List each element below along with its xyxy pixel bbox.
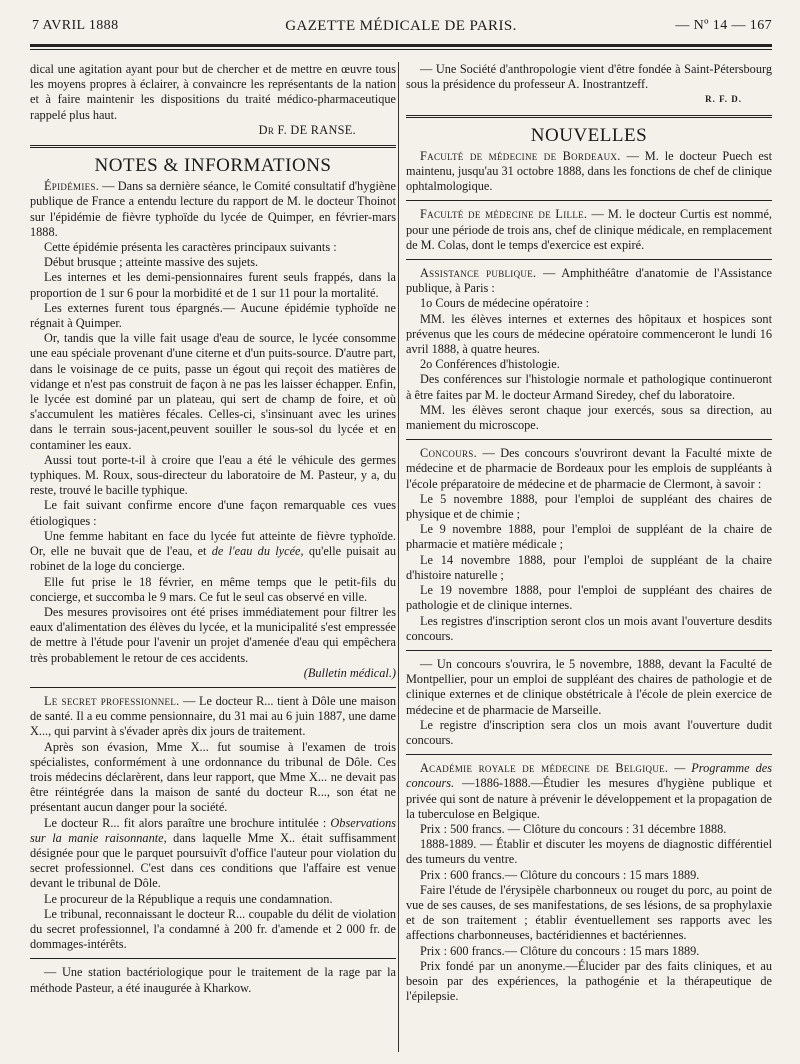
- left-column: [30, 62, 396, 996]
- paragraph: 1o Cours de médecine opératoire :: [420, 296, 590, 311]
- intro-signature: Dr F. DE RANSE.: [258, 122, 356, 137]
- anthro-paragraph: — Une Société d'anthropologie vient d'être fondée à Saint-Pétersbourg sous la présidence du professeur A. Inostrantzeff.: [406, 62, 772, 92]
- station-paragraph: — Une station bactériologique pour le traitement de la rage par la méthode Pasteur, a été inaugurée à Kharkow.: [30, 965, 396, 995]
- paragraph: Le registre d'inscription sera clos un mois avant l'ouverture dudit concours.: [406, 717, 772, 747]
- paragraph: Le 14 novembre 1888, pour l'emploi de suppléant de la chaire d'histoire naturelle ;: [406, 552, 772, 582]
- paragraph: Le docteur R... fit alors paraître une brochure intitulée : Observations sur la manie raisonnante, dans laquelle Mme X.. était suffisamment désignée pour que le parquet poursuivît d'office l'auteur pour violation du secret professionnel. C'est dans ces conditions que l'affaire est venue devant le tribunal de Dôle.: [30, 815, 397, 891]
- paragraph: 1888-1889. — Établir et discuter les moyens de diagnostic différentiel des tumeurs du ventre.: [406, 837, 772, 867]
- paragraph: Des conférences sur l'histologie normale et pathologique continueront à être faites par M. le docteur Armand Siredey, chef du laboratoire.: [406, 372, 772, 402]
- paragraph: Des mesures provisoires ont été prises immédiatement pour filtrer les eaux d'alimentation des élèves du lycée, et la municipalité s'est empressée de mettre à l'étude pour l'avenir un projet d'amenée d'eau qui empêchera très probablement le retour de ces accidents.: [30, 604, 396, 665]
- paragraph: Le 9 novembre 1888, pour l'emploi de suppléant de la chaire de pharmacie et matière médicale ;: [406, 522, 772, 552]
- paragraph: Une femme habitant en face du lycée fut atteinte de fièvre typhoïde. Or, elle ne buvait que de l'eau, et de l'eau du lycée, qu'elle puisait au robinet de la loge du concierge.: [30, 528, 397, 574]
- lille-paragraph: Faculté de médecine de Lille. — M. le docteur Curtis est nommé, pour une période de trois ans, chef de clinique médicale, en remplacement de M. Colas, dont le temps d'exercice est expiré.: [406, 207, 772, 252]
- header-page-number: — Nº 14 — 167: [675, 18, 772, 33]
- column-divider: [398, 62, 399, 1052]
- right-column: [406, 62, 772, 1004]
- paragraph: MM. les élèves internes et externes des hôpitaux et hospices sont prévenus que les cours de médecine opératoire commenceront le lundi 16 avril 1888, à quatre heures.: [406, 311, 772, 357]
- paragraph: Faire l'étude de l'érysipèle charbonneux ou rouget du porc, au point de vue de ses causes, de ses manifestations, de ses lésions, de sa prophylaxie et de son traitement ; établir éventuellement ses rapports avec les affections charbonneuses, bactéridiennes et bactériennes.: [406, 882, 772, 943]
- item-separator: [406, 439, 772, 440]
- source-citation: (Bulletin médical.): [303, 665, 396, 680]
- paragraph: Aussi tout porte-t-il à croire que l'eau a été le véhicule des germes typhiques. M. Roux, sous-directeur du laboratoire de M. Pasteur, y a, du reste, trouvé le bacille typhique.: [30, 452, 396, 498]
- paragraph: 2o Conférences d'histologie.: [420, 357, 560, 372]
- paragraph: Le fait suivant confirme encore d'une façon remarquable ces vues étiologiques :: [30, 498, 396, 528]
- notes-section-title: NOTES & INFORMATIONS: [94, 155, 332, 177]
- header-date: 7 AVRIL 1888: [32, 18, 119, 33]
- item-separator: [406, 650, 772, 651]
- epidemies-lead: Épidémies.: [44, 179, 100, 194]
- paragraph: Début brusque ; atteinte massive des sujets.: [44, 255, 259, 270]
- item-separator: [406, 200, 772, 201]
- bordeaux-paragraph: Faculté de médecine de Bordeaux. — M. le docteur Puech est maintenu, jusqu'au 31 octobre 1888, dans les fonctions de chef de clinique ophtalmologique.: [406, 148, 773, 194]
- page-header: [30, 16, 772, 40]
- intro-paragraph: dical une agitation ayant pour but de chercher et de mettre en œuvre tous les moyens propres à éclairer, à convaincre les représentants de la nation et à faire maintenir les dispositions du traité médico-pharmaceutique rappelé plus haut.: [30, 62, 396, 122]
- montpellier-paragraph: — Un concours s'ouvrira, le 5 novembre, 1888, devant la Faculté de Montpellier, pour un emploi de suppléant des chaires de pathologie et de clinique externes et de clinique obstétricale à l'école de plein exercice de médecine et de pharmacie de Marseille.: [406, 656, 772, 717]
- item-separator: [30, 687, 396, 688]
- secret-paragraph: Le secret professionnel. — Le docteur R... tient à Dôle une maison de santé. Il a eu comme pensionnaire, du 31 mai au 6 juin 1887, une dame X..., qui parvint à s'évader après dix jours de traitement.: [30, 693, 397, 739]
- paragraph: Le 5 novembre 1888, pour l'emploi de suppléant des chaires de physique et de chimie ;: [406, 491, 772, 522]
- item-separator: [406, 259, 772, 260]
- assistance-paragraph: Assistance publique. — Amphithéâtre d'anatomie de l'Assistance publique, à Paris :: [406, 266, 772, 296]
- item-separator: [30, 958, 396, 959]
- paragraph: Les internes et les demi-pensionnaires furent seuls frappés, dans la proportion de 1 sur 6 pour la morbidité et de 1 sur 11 pour la mortalité.: [30, 270, 396, 300]
- secret-lead: Le secret professionnel.: [44, 693, 180, 708]
- epidemies-paragraph: Épidémies. — Dans sa dernière séance, le Comité consultatif d'hygiène publique de France a entendu lecture du rapport de M. le docteur Thoinot sur l'épidémie de fièvre typhoïde du lycée de Quimper, en février-mars 1888.: [30, 179, 396, 239]
- item-separator: [406, 754, 772, 755]
- paragraph: Le procureur de la République a requis une condamnation.: [44, 891, 333, 906]
- paragraph: Prix : 500 francs. — Clôture du concours : 31 décembre 1888.: [420, 821, 727, 836]
- paragraph: Prix : 600 francs.— Clôture du concours : 15 mars 1889.: [420, 943, 700, 958]
- paragraph: Elle fut prise le 18 février, en même temps que le petit-fils du concierge, et succomba le 9 mars. Ce fut le seul cas observé en ville.: [30, 574, 396, 604]
- header-title: GAZETTE MÉDICALE DE PARIS.: [285, 18, 517, 34]
- academie-paragraph: Académie royale de médecine de Belgique. — Programme des concours. —1886-1888.—Étudier les mesures d'hygiène publique et privée qui sont de nature à prévenir le développement et la propagation de la tuberculose en Belgique.: [406, 761, 773, 821]
- paragraph: Le tribunal, reconnaissant le docteur R... coupable du délit de violation du secret professionnel, l'a condamné à 200 fr. d'amende et 2 000 fr. de dommages-intérêts.: [30, 906, 396, 952]
- paragraph: Or, tandis que la ville fait usage d'eau de source, le lycée consomme une eau spéciale provenant d'une citerne et d'un puits-source. D'autre part, dans le voisinage de ce puits, passe un égout qui reçoit des matières de vidange et n'est pas construit de façon à ne pas les laisser échapper. Enfin, le lycée est dominé par un plateau, qui sert de champ de foire, et où s'accumulent les matières fécales. Celles-ci, s'insinuant avec les urines dans le terrain sous-jacent,peuvent souiller le sous-sol du lycée et en contaminer les eaux.: [30, 331, 396, 452]
- anthro-initials: R. F. D.: [705, 94, 742, 105]
- paragraph: Prix fondé par un anonyme.—Élucider par des faits cliniques, et au besoin par des expériences, la pathogénie et la thérapeutique de l'épilepsie.: [406, 958, 772, 1004]
- concours-paragraph: Concours. — Des concours s'ouvriront devant la Faculté mixte de médecine et de pharmacie de Bordeaux pour les emplois de suppléants à l'école préparatoire de médecine et de pharmacie de Clermont, à savoir :: [406, 446, 772, 491]
- nouvelles-section-title: NOUVELLES: [530, 124, 648, 146]
- paragraph: Les externes furent tous épargnés.— Aucune épidémie typhoïde ne régnait à Quimper.: [30, 300, 396, 331]
- header-rule: [30, 44, 772, 50]
- paragraph: MM. les élèves seront chaque jour exercés, sous sa direction, au maniement du microscope.: [406, 402, 772, 433]
- paragraph: Prix : 600 francs.— Clôture du concours : 15 mars 1889.: [420, 867, 700, 882]
- paragraph: Cette épidémie présenta les caractères principaux suivants :: [44, 240, 337, 255]
- section-separator: [406, 115, 772, 118]
- paragraph: Après son évasion, Mme X... fut soumise à l'examen de trois spécialistes, conformément à une ordonnance du tribunal de Dôle. Ces trois médecins déclarèrent, dans leur rapport, que Mme X... ne devait pas être réintégrée dans la maison de santé du docteur R..., son état ne présentant aucun danger pour la société.: [30, 739, 396, 815]
- paragraph: Les registres d'inscription seront clos un mois avant l'ouverture desdits concours.: [406, 613, 772, 643]
- paragraph: Le 19 novembre 1888, pour l'emploi de suppléant des chaires de pathologie et de clinique internes.: [406, 583, 772, 613]
- section-separator: [30, 145, 396, 148]
